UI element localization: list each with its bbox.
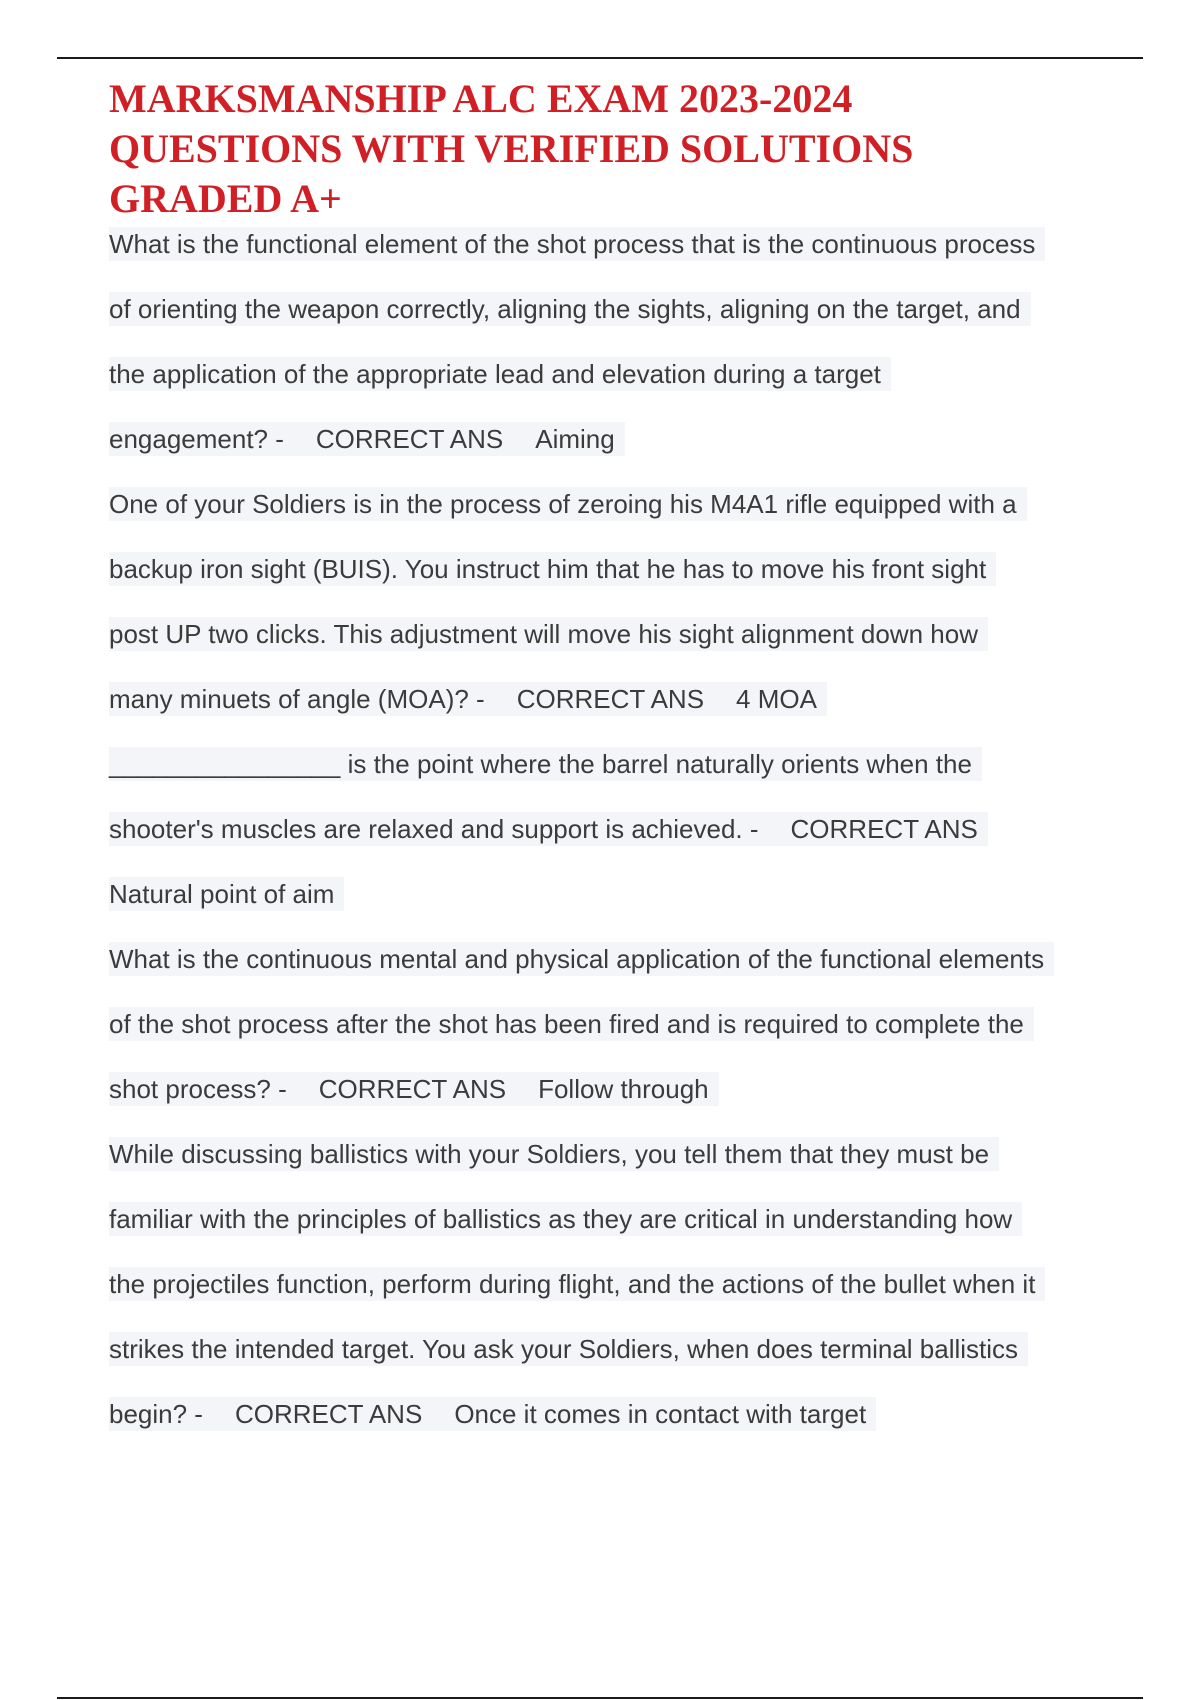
line-text: shot process? -: [109, 1074, 287, 1104]
line-text: shooter's muscles are relaxed and support is achieved. -: [109, 814, 759, 844]
bottom-rule: [57, 1697, 1143, 1699]
text-line: [109, 342, 1139, 407]
text-line: [109, 1252, 1139, 1317]
line-text: engagement? -: [109, 424, 284, 454]
line-text: One of your Soldiers is in the process of zeroing his M4A1 rifle equipped with a: [109, 487, 1027, 521]
line-text: strikes the intended target. You ask your Soldiers, when does terminal ballistics: [109, 1332, 1028, 1366]
text-line: [109, 1187, 1139, 1252]
qa-body: [109, 212, 1139, 1447]
answer-line: [109, 407, 1139, 472]
answer-marker: CORRECT ANS: [315, 424, 504, 454]
text-line: [109, 927, 1139, 992]
line-text: of the shot process after the shot has been fired and is required to complete the: [109, 1007, 1034, 1041]
document-title: [109, 74, 1109, 224]
line-text: familiar with the principles of ballistics as they are critical in understanding how: [109, 1202, 1022, 1236]
text-line: [109, 472, 1139, 537]
answer-marker: CORRECT ANS: [234, 1399, 423, 1429]
line-text: What is the continuous mental and physical application of the functional elements: [109, 942, 1054, 976]
line-text: begin? -: [109, 1399, 203, 1429]
answer-line: [109, 1382, 1139, 1447]
line-text: While discussing ballistics with your Soldiers, you tell them that they must be: [109, 1137, 999, 1171]
text-line: [109, 212, 1139, 277]
answer-text: Natural point of aim: [109, 877, 344, 911]
text-line: [109, 602, 1139, 667]
line-text: ________________ is the point where the barrel naturally orients when the: [109, 747, 982, 781]
text-line: [109, 537, 1139, 602]
title-line-1: MARKSMANSHIP ALC EXAM 2023-2024: [109, 76, 853, 121]
answer-line: [109, 797, 1139, 862]
text-line: [109, 862, 1139, 927]
title-line-2: QUESTIONS WITH VERIFIED SOLUTIONS: [109, 126, 914, 171]
answer-marker: CORRECT ANS: [318, 1074, 507, 1104]
line-text: What is the functional element of the shot process that is the continuous process: [109, 227, 1045, 261]
answer-line: [109, 667, 1139, 732]
line-text: backup iron sight (BUIS). You instruct him that he has to move his front sight: [109, 552, 996, 586]
answer-text: 4 MOA: [736, 684, 817, 714]
line-text: post UP two clicks. This adjustment will move his sight alignment down how: [109, 617, 988, 651]
answer-text: Aiming: [535, 424, 615, 454]
answer-marker: CORRECT ANS: [790, 814, 978, 844]
text-line: [109, 992, 1139, 1057]
text-line: [109, 1122, 1139, 1187]
line-text: the projectiles function, perform during flight, and the actions of the bullet when it: [109, 1267, 1045, 1301]
answer-marker: CORRECT ANS: [516, 684, 705, 714]
text-line: [109, 1317, 1139, 1382]
line-text: many minuets of angle (MOA)? -: [109, 684, 485, 714]
text-line: [109, 732, 1139, 797]
top-rule: [57, 57, 1143, 59]
title-line-3: GRADED A+: [109, 176, 342, 221]
text-line: [109, 277, 1139, 342]
line-text: the application of the appropriate lead and elevation during a target: [109, 357, 891, 391]
line-text: of orienting the weapon correctly, aligning the sights, aligning on the target, and: [109, 292, 1031, 326]
answer-text: Follow through: [538, 1074, 709, 1104]
answer-text: Once it comes in contact with target: [454, 1399, 867, 1429]
answer-line: [109, 1057, 1139, 1122]
